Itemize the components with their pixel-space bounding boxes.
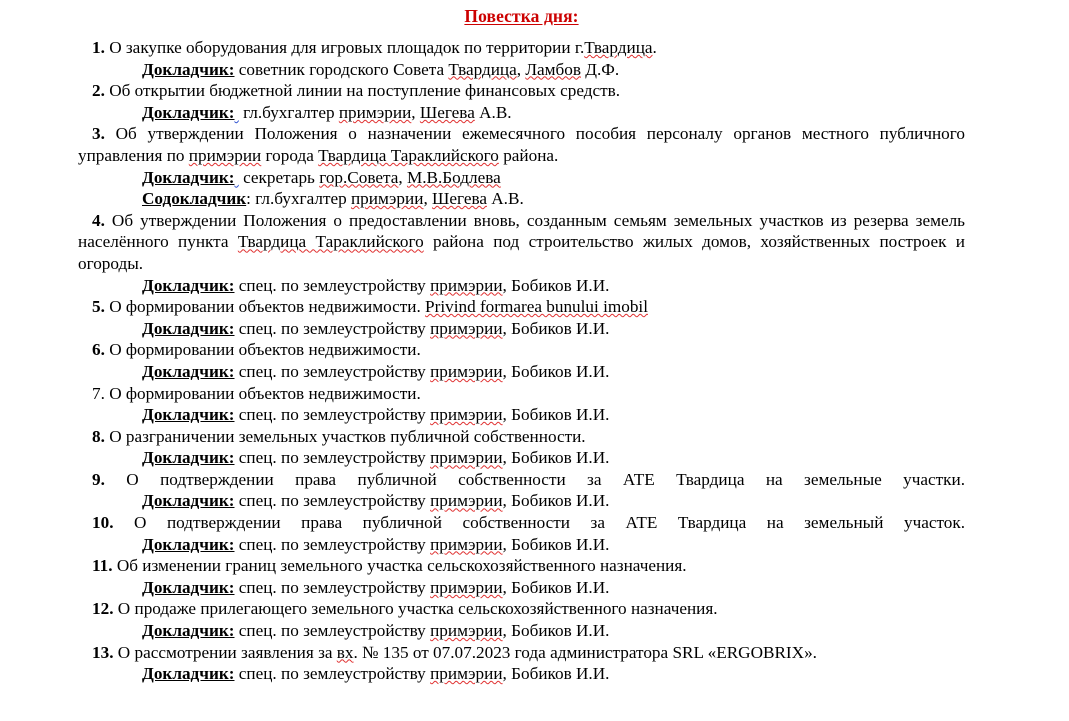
- speaker-text-1d: Ламбов: [525, 59, 581, 79]
- speaker-text-13c: , Бобиков И.И.: [502, 664, 610, 684]
- speaker-text-1a: советник городского Совета: [234, 59, 449, 79]
- item-text-10: О подтверждении права публичной собственности за АТЕ Твардица на земельный участок.: [134, 513, 965, 533]
- speaker-text-12a: спец. по землеустройству: [238, 621, 431, 641]
- speaker-label-4: Докладчик:: [142, 275, 235, 295]
- speaker-label-13: Докладчик:: [142, 664, 235, 684]
- cospeaker-text-3e: А.В.: [486, 189, 524, 209]
- speaker-text-9b: примэрии: [430, 491, 503, 511]
- agenda-item-2: [78, 80, 965, 102]
- item-number-6: 6.: [92, 340, 105, 360]
- page-title: Повестка дня:: [464, 6, 579, 26]
- speaker-line-13: [78, 663, 965, 685]
- speaker-text-1b: Твардица: [448, 59, 517, 79]
- item-number-7: 7.: [92, 383, 105, 403]
- speaker-text-4a: спец. по землеустройству: [238, 275, 431, 295]
- speaker-text-5c: , Бобиков И.И.: [502, 318, 610, 338]
- speaker-text-1e: Д.Ф.: [580, 59, 620, 79]
- agenda-item-5: [78, 296, 965, 318]
- speaker-text-9a: спец. по землеустройству: [238, 491, 431, 511]
- agenda-item-8: [78, 426, 965, 448]
- speaker-text-2d: Шегева: [419, 102, 475, 122]
- speaker-line-4: [78, 275, 965, 297]
- document-title-row: [78, 6, 965, 27]
- item-number-12: 12.: [92, 599, 114, 619]
- speaker-text-6c: , Бобиков И.И.: [502, 361, 610, 381]
- speaker-line-3: [78, 167, 965, 189]
- speaker-text-11c: , Бобиков И.И.: [502, 577, 610, 597]
- speaker-label-3: Докладчик:: [142, 167, 235, 187]
- speaker-text-3d: М.В.Бодлева: [406, 167, 501, 187]
- speaker-text-6a: спец. по землеустройству: [238, 361, 431, 381]
- speaker-text-8a: спец. по землеустройству: [238, 448, 431, 468]
- speaker-text-6b: примэрии: [430, 361, 503, 381]
- item-text-3c: города: [261, 145, 319, 165]
- speaker-text-4b: примэрии: [430, 275, 503, 295]
- agenda-item-13: [78, 642, 965, 664]
- agenda-item-7: [78, 383, 965, 405]
- item-number-9: 9.: [92, 469, 105, 489]
- speaker-line-1: [78, 59, 965, 81]
- speaker-text-4c: , Бобиков И.И.: [502, 275, 610, 295]
- item-text-1a: О закупке оборудования для игровых площадок по территории г.: [109, 38, 585, 57]
- speaker-text-7c: , Бобиков И.И.: [502, 405, 610, 425]
- speaker-label-1: Докладчик:: [142, 59, 235, 79]
- speaker-text-2e: А.В.: [474, 102, 512, 122]
- item-text-6: О формировании объектов недвижимости.: [109, 340, 421, 360]
- speaker-line-11: [78, 577, 965, 599]
- item-text-8: О разграничении земельных участков публичной собственности.: [109, 426, 586, 446]
- item-text-5a: О формировании объектов недвижимости.: [109, 297, 426, 317]
- speaker-text-9c: , Бобиков И.И.: [502, 491, 610, 511]
- item-number-13: 13.: [92, 642, 114, 662]
- speaker-line-12: [78, 620, 965, 642]
- speaker-text-5b: примэрии: [430, 318, 503, 338]
- speaker-text-2b: примэрии: [338, 102, 412, 122]
- speaker-text-10b: примэрии: [430, 534, 503, 554]
- agenda-item-3: [78, 123, 965, 166]
- item-text-1b: Твардица: [584, 38, 653, 57]
- cospeaker-text-3d: Шегева: [432, 189, 487, 209]
- cospeaker-line-3: [78, 188, 965, 210]
- speaker-label-8: Докладчик:: [142, 448, 235, 468]
- item-text-4c: района под строительство жилых домов, хозяйственных построек и огороды.: [78, 232, 965, 273]
- speaker-label-5: Докладчик:: [142, 318, 235, 338]
- speaker-line-6: [78, 361, 965, 383]
- item-text-4b: Твардица Тараклийского: [237, 232, 424, 252]
- speaker-text-7a: спец. по землеустройству: [238, 405, 431, 425]
- item-number-11: 11.: [92, 556, 113, 576]
- speaker-label-6: Докладчик:: [142, 361, 235, 381]
- speaker-text-5a: спец. по землеустройству: [238, 318, 431, 338]
- speaker-label-2: Докладчик:: [142, 102, 235, 122]
- speaker-line-2: [78, 102, 965, 124]
- speaker-label-11: Докладчик:: [142, 577, 235, 597]
- speaker-text-2a: гл.бухгалтер: [238, 102, 339, 122]
- item-text-3d: Твардица Тараклийского: [318, 145, 499, 165]
- speaker-line-8: [78, 447, 965, 469]
- speaker-text-10c: , Бобиков И.И.: [502, 534, 610, 554]
- speaker-line-10: [78, 534, 965, 556]
- item-number-2: 2.: [92, 81, 105, 101]
- speaker-text-2c: ,: [411, 102, 420, 122]
- speaker-text-7b: примэрии: [430, 405, 503, 425]
- item-text-4a: Об утверждении Положения о предоставлении вновь, созданным семьям земельных участков из резерва земель населённого пункта: [78, 210, 966, 252]
- speaker-text-10a: спец. по землеустройству: [238, 534, 431, 554]
- speaker-text-3b: гор.Совета: [319, 167, 399, 187]
- item-text-7: О формировании объектов недвижимости.: [109, 383, 421, 403]
- speaker-text-13b: примэрии: [430, 664, 503, 684]
- speaker-label-10: Докладчик:: [142, 534, 235, 554]
- speaker-text-3c: ,: [398, 167, 407, 187]
- agenda-item-9: [78, 469, 965, 491]
- item-text-11: Об изменении границ земельного участка сельскохозяйственного назначения.: [116, 556, 687, 576]
- speaker-line-5: [78, 318, 965, 340]
- item-number-4: 4.: [92, 210, 105, 230]
- speaker-text-12b: примэрии: [430, 621, 503, 641]
- speaker-text-13a: спец. по землеустройству: [238, 664, 431, 684]
- item-number-1: 1.: [92, 38, 105, 57]
- item-text-13a: О рассмотрении заявления за: [117, 642, 337, 662]
- agenda-item-10: [78, 512, 965, 534]
- speaker-line-9: [78, 490, 965, 512]
- speaker-line-7: [78, 404, 965, 426]
- speaker-text-8b: примэрии: [430, 448, 503, 468]
- item-text-12: О продаже прилегающего земельного участка сельскохозяйственного назначения.: [117, 599, 718, 619]
- item-text-2: Об открытии бюджетной линии на поступление финансовых средств.: [109, 81, 621, 101]
- agenda-item-6: [78, 339, 965, 361]
- item-text-3b: примэрии: [188, 145, 262, 165]
- speaker-label-9: Докладчик:: [142, 491, 235, 511]
- item-text-13b: вх: [336, 642, 354, 662]
- item-text-1c: .: [652, 38, 657, 57]
- speaker-text-3a: секретарь: [238, 167, 320, 187]
- speaker-label-12: Докладчик:: [142, 621, 235, 641]
- agenda-item-1: [78, 37, 965, 59]
- speaker-text-8c: , Бобиков И.И.: [502, 448, 610, 468]
- item-text-3e: района.: [498, 145, 559, 165]
- agenda-item-4: [78, 210, 965, 275]
- cospeaker-text-3b: примэрии: [350, 189, 424, 209]
- item-number-5: 5.: [92, 297, 105, 317]
- agenda-item-12: [78, 598, 965, 620]
- item-number-3: 3.: [92, 124, 105, 144]
- item-text-9: О подтверждении права публичной собственности за АТЕ Твардица на земельные участки.: [126, 469, 966, 489]
- cospeaker-text-3a: : гл.бухгалтер: [246, 189, 351, 209]
- speaker-text-12c: , Бобиков И.И.: [502, 621, 610, 641]
- agenda-item-11: [78, 555, 965, 577]
- cospeaker-label-3: Содокладчик: [142, 189, 247, 209]
- item-number-8: 8.: [92, 426, 105, 446]
- speaker-label-7: Докладчик:: [142, 405, 235, 425]
- item-text-13c: . № 135 от 07.07.2023 года администратора SRL «ERGOBRIX».: [353, 642, 817, 662]
- speaker-text-1c: ,: [516, 59, 526, 79]
- speaker-text-11a: спец. по землеустройству: [238, 577, 431, 597]
- item-text-5b: Privind formarea bunului imobil: [425, 297, 648, 317]
- item-number-10: 10.: [92, 513, 114, 533]
- speaker-text-11b: примэрии: [430, 577, 503, 597]
- cospeaker-text-3c: ,: [423, 189, 433, 209]
- item-text-3a: Об утверждении Положения о назначении ежемесячного пособия персоналу органов местного публичного управления по: [78, 124, 965, 165]
